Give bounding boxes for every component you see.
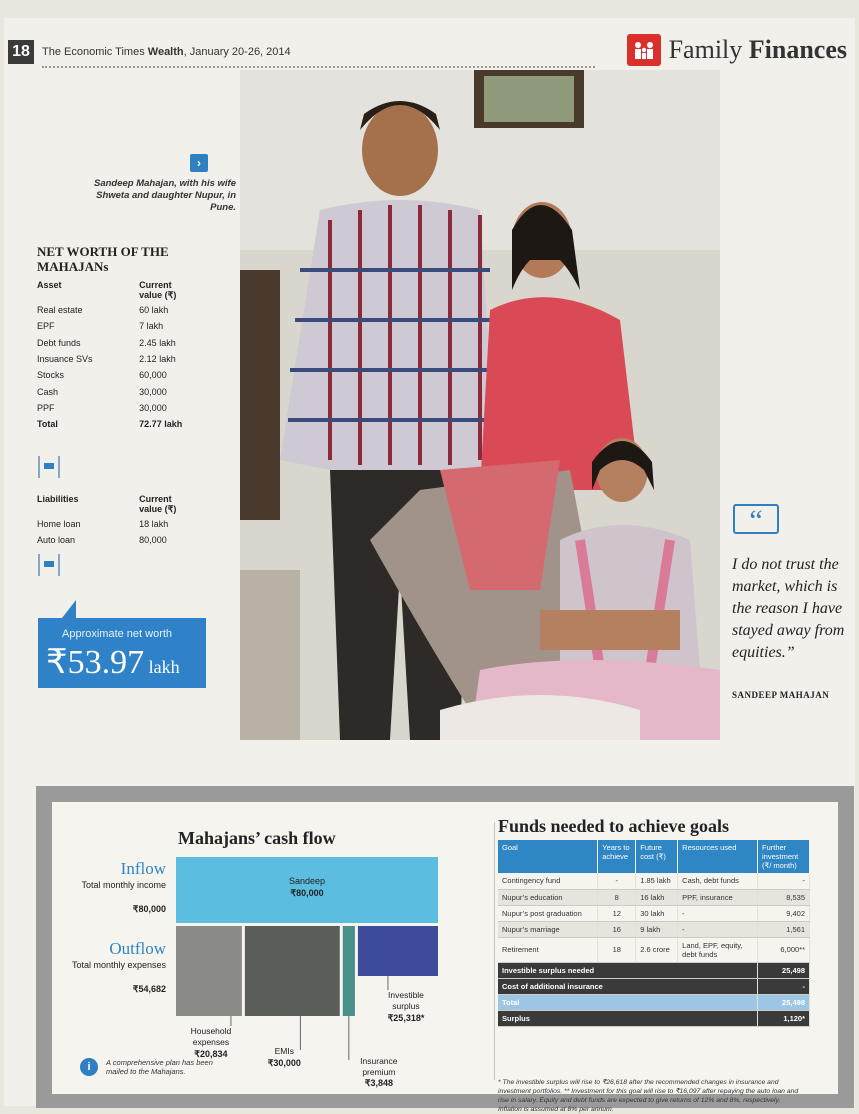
goals-footnote: * The investible surplus will rise to ₹26,618 after the recommended changes in insurance and investment portfolios. ** Investment for this goal will rise to ₹16,097 after repaying the auto loan and rise in salary. Equity and debt funds are expected to give returns of 12% and 8%, respectively. Inflation is assumed at 8% per annum. xyxy=(498,1079,799,1113)
pull-quote: I do not trust the market, which is the reason I have stayed away from equities.” xyxy=(732,556,845,661)
approx-net-worth-value xyxy=(46,642,180,682)
asset-label: PPF xyxy=(37,402,55,413)
resources-cell: - xyxy=(678,921,758,937)
caption-arrow-icon: › xyxy=(190,154,208,172)
outflow-value: ₹54,682 xyxy=(132,984,166,994)
table-row xyxy=(37,351,197,367)
summary-label: Total xyxy=(498,994,758,1010)
asset-label: EPF xyxy=(37,321,55,332)
outflow-label-line1: Investible xyxy=(388,990,424,1000)
cost-cell: 16 lakh xyxy=(636,889,678,905)
asset-value: 7 lakh xyxy=(139,321,164,332)
outflow-label-line1: Household xyxy=(190,1026,232,1036)
section-title xyxy=(669,35,847,65)
publication-bold: Wealth xyxy=(147,46,184,58)
info-icon: i xyxy=(80,1058,98,1076)
table-row xyxy=(498,937,810,962)
net-worth-title: NET WORTH OF THE MAHAJANs xyxy=(37,244,169,274)
liability-value: 18 lakh xyxy=(139,519,169,530)
goals-col-years: Years to achieve xyxy=(598,840,636,873)
publication-line xyxy=(42,46,291,58)
inflow-label xyxy=(81,880,166,890)
outflow-label-line2: expenses xyxy=(192,1037,230,1047)
outflow-value: ₹25,318* xyxy=(387,1013,425,1023)
assets-total-row xyxy=(37,416,197,432)
cash-flow-chart xyxy=(52,802,472,1092)
outflow-bar-household-expenses xyxy=(176,926,242,1016)
goals-col-goal: Goal xyxy=(498,840,598,873)
approx-net-worth-box xyxy=(38,618,206,688)
outflow-heading: Outflow xyxy=(109,939,166,958)
bottom-panel-inner xyxy=(52,802,838,1113)
resources-cell: - xyxy=(678,905,758,921)
years-cell: 12 xyxy=(598,905,636,921)
section-tag xyxy=(627,34,847,66)
liability-label: Home loan xyxy=(37,519,81,530)
years-cell: 18 xyxy=(598,937,636,962)
outflow-value: ₹3,848 xyxy=(364,1078,393,1088)
quote-author: SANDEEP MAHAJAN xyxy=(732,690,830,700)
inflow-bar-name: Sandeep xyxy=(288,876,326,886)
summary-value: 25,498 xyxy=(758,994,810,1010)
cash-flow-title: Mahajans’ cash flow xyxy=(178,828,336,848)
inflow-value: ₹80,000 xyxy=(132,904,166,914)
asset-label: Insuance SVs xyxy=(37,354,93,365)
summary-label: Surplus xyxy=(498,1010,758,1026)
summary-row xyxy=(498,1010,810,1026)
assets-col-asset: Asset xyxy=(37,280,62,290)
page-number: 18 xyxy=(8,40,34,64)
total-label: Total xyxy=(37,419,58,430)
investment-cell: 9,402 xyxy=(758,905,810,921)
asset-value: 60 lakh xyxy=(139,305,169,316)
goals-title: Funds needed to achieve goals xyxy=(498,816,730,836)
cost-cell: 1.85 lakh xyxy=(636,873,678,889)
summary-label: Investible surplus needed xyxy=(498,962,758,978)
years-cell: 8 xyxy=(598,889,636,905)
inflow-bar-value: ₹80,000 xyxy=(290,888,324,898)
assets-header xyxy=(37,280,197,302)
summary-row xyxy=(498,962,810,978)
asset-label: Stocks xyxy=(37,370,65,381)
publication-name: The Economic Times xyxy=(42,46,145,58)
total-value: 72.77 lakh xyxy=(139,419,183,430)
summary-value: - xyxy=(758,978,810,994)
goals-table xyxy=(498,840,810,1027)
liabilities-table xyxy=(37,494,197,549)
table-row xyxy=(37,318,197,334)
summary-row xyxy=(498,978,810,994)
summary-row xyxy=(498,994,810,1010)
table-row xyxy=(37,400,197,416)
outflow-bar-emis xyxy=(245,926,340,1016)
publication-date: , January 20-26, 2014 xyxy=(183,46,291,58)
outflow-bar-investible-surplus xyxy=(358,926,438,976)
liability-label: Auto loan xyxy=(37,535,76,546)
approx-net-worth-label: Approximate net worth xyxy=(62,628,173,640)
asset-label: Cash xyxy=(37,386,59,397)
outflow-value: ₹30,000 xyxy=(267,1058,301,1068)
asset-value: 2.12 lakh xyxy=(139,354,176,365)
newspaper-page xyxy=(4,18,855,1113)
family-icon xyxy=(627,34,661,66)
asset-value: 2.45 lakh xyxy=(139,337,176,348)
years-cell: - xyxy=(598,873,636,889)
outflow-label: EMIs xyxy=(274,1046,295,1056)
table-row xyxy=(37,302,197,318)
outflow-label-line2: surplus xyxy=(392,1001,420,1011)
photo-caption: Sandeep Mahajan, with his wife Shweta and daughter Nupur, in Pune. xyxy=(94,178,236,213)
cost-cell: 9 lakh xyxy=(636,921,678,937)
asset-value: 30,000 xyxy=(139,402,167,413)
inflow-label-text: Total monthly income xyxy=(81,880,166,890)
summary-value: 25,498 xyxy=(758,962,810,978)
liabilities-col-value: Current value (₹) xyxy=(139,494,177,514)
plan-note: A comprehensive plan has been mailed to the Mahajans. xyxy=(106,1058,213,1076)
goals-header-row xyxy=(498,840,810,873)
inflow-heading: Inflow xyxy=(120,859,166,878)
resources-cell: PPF, insurance xyxy=(678,889,758,905)
table-row xyxy=(498,905,810,921)
table-row xyxy=(37,516,197,532)
minus-icon xyxy=(38,456,60,478)
approx-net-worth-amount: ₹53.97 xyxy=(46,644,145,681)
resources-cell: Land, EPF, equity, debt funds xyxy=(678,937,758,962)
goal-cell: Nupur’s marriage xyxy=(498,921,598,937)
asset-label: Debt funds xyxy=(37,337,81,348)
liability-value: 80,000 xyxy=(139,535,167,546)
family-photo xyxy=(240,70,720,740)
outflow-bar-insurance-premium xyxy=(343,926,355,1016)
approx-net-worth-unit: lakh xyxy=(144,657,180,677)
outflow-label-line2: premium xyxy=(362,1067,396,1077)
section-title-light: Family xyxy=(668,35,749,64)
assets-table xyxy=(37,280,197,432)
asset-value: 60,000 xyxy=(139,370,167,381)
cost-cell: 30 lakh xyxy=(636,905,678,921)
investment-cell: - xyxy=(758,873,810,889)
goal-cell: Nupur’s education xyxy=(498,889,598,905)
outflow-value: ₹20,834 xyxy=(194,1049,228,1059)
assets-col-value: Current value (₹) xyxy=(139,280,177,300)
summary-value: 1,120* xyxy=(758,1010,810,1026)
years-cell: 16 xyxy=(598,921,636,937)
table-row xyxy=(498,921,810,937)
equals-icon xyxy=(38,554,60,576)
section-title-bold: Finances xyxy=(748,35,847,64)
table-row xyxy=(37,367,197,383)
table-row xyxy=(498,889,810,905)
table-row xyxy=(37,383,197,399)
asset-label: Real estate xyxy=(37,305,83,316)
summary-label: Cost of additional insurance xyxy=(498,978,758,994)
table-row xyxy=(37,335,197,351)
investment-cell: 1,561 xyxy=(758,921,810,937)
liabilities-header xyxy=(37,494,197,516)
quote-icon: “ xyxy=(733,504,779,534)
goals-col-investment: Further investment (₹/ month) xyxy=(758,840,810,873)
table-row xyxy=(37,532,197,548)
liabilities-col-label: Liabilities xyxy=(37,494,79,504)
header-dotted-rule xyxy=(42,66,595,68)
outflow-label-line1: Insurance xyxy=(360,1056,398,1066)
resources-cell: Cash, debt funds xyxy=(678,873,758,889)
table-row xyxy=(498,873,810,889)
asset-value: 30,000 xyxy=(139,386,167,397)
bottom-panel xyxy=(36,786,854,1113)
goal-cell: Nupur’s post graduation xyxy=(498,905,598,921)
goal-cell: Contingency fund xyxy=(498,873,598,889)
outflow-label: Total monthly expenses xyxy=(71,960,166,970)
panel-divider xyxy=(494,822,495,1080)
cost-cell: 2.6 crore xyxy=(636,937,678,962)
goals-col-cost: Future cost (₹) xyxy=(636,840,678,873)
investment-cell: 8,535 xyxy=(758,889,810,905)
investment-cell: 6,000** xyxy=(758,937,810,962)
goal-cell: Retirement xyxy=(498,937,598,962)
goals-col-resources: Resources used xyxy=(678,840,758,873)
